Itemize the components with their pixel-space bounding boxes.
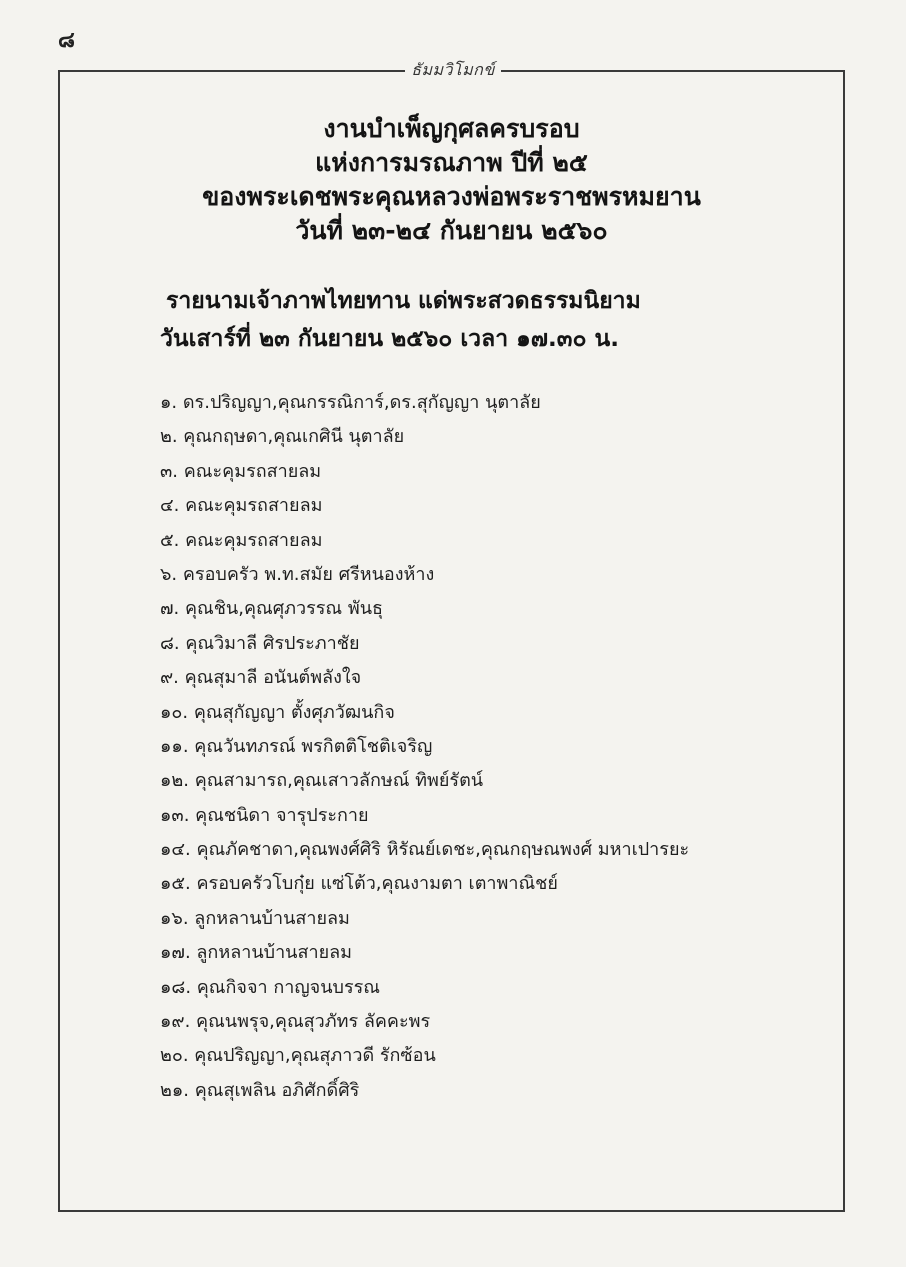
- list-item: ๒๐. คุณปริญญา,คุณสุภาวดี รักซ้อน: [160, 1045, 436, 1067]
- title-line-2: แห่งการมรณภาพ ปีที่ ๒๕: [315, 148, 588, 177]
- host-list: [160, 386, 689, 1108]
- list-item: ๕. คณะคุมรถสายลม: [160, 529, 323, 551]
- subtitle-block: [160, 282, 641, 358]
- list-item: ๑๐. คุณสุกัญญา ตั้งศุภวัฒนกิจ: [160, 701, 395, 723]
- list-item: ๑๒. คุณสามารถ,คุณเสาวลักษณ์ ทิพย์รัตน์: [160, 770, 484, 792]
- subtitle-line-1: รายนามเจ้าภาพไทยทาน แด่พระสวดธรรมนิยาม: [166, 288, 641, 314]
- list-item: ๑๕. ครอบครัวโบกุ๋ย แซ่โต้ว,คุณงามตา เตาพาณิชย์: [160, 873, 558, 895]
- list-item: ๔. คณะคุมรถสายลม: [160, 495, 323, 517]
- list-item: ๑๔. คุณภัคชาดา,คุณพงศ์ศิริ หิรัณย์เดชะ,คุณกฤษณพงศ์ มหาเปารยะ: [160, 839, 690, 861]
- list-item: ๓. คณะคุมรถสายลม: [160, 460, 322, 482]
- title-line-3: ของพระเดชพระคุณหลวงพ่อพระราชพรหมยาน: [202, 182, 701, 211]
- title-line-1: งานบำเพ็ญกุศลครบรอบ: [323, 114, 580, 143]
- list-item: ๒๑. คุณสุเพลิน อภิศักดิ์ศิริ: [160, 1079, 360, 1101]
- list-item: ๙. คุณสุมาลี อนันต์พลังใจ: [160, 667, 362, 689]
- title-line-4: วันที่ ๒๓-๒๔ กันยายน ๒๕๖๐: [295, 216, 608, 245]
- list-item: ๒. คุณกฤษดา,คุณเกศินี นุตาลัย: [160, 426, 405, 448]
- subtitle-line-2: วันเสาร์ที่ ๒๓ กันยายน ๒๕๖๐ เวลา ๑๗.๓๐ น.: [160, 326, 619, 352]
- list-item: ๑๘. คุณกิจจา กาญจนบรรณ: [160, 976, 380, 998]
- title-block: [58, 112, 845, 248]
- list-item: ๘. คุณวิมาลี ศิรประภาชัย: [160, 632, 360, 654]
- list-item: ๑. ดร.ปริญญา,คุณกรรณิการ์,ดร.สุกัญญา นุตาลัย: [160, 392, 541, 413]
- running-head: [0, 58, 906, 83]
- list-item: ๑๖. ลูกหลานบ้านสายลม: [160, 907, 350, 929]
- list-item: ๖. ครอบครัว พ.ท.สมัย ศรีหนองห้าง: [160, 563, 435, 585]
- page-number: ๘: [58, 28, 75, 53]
- list-item: ๑๗. ลูกหลานบ้านสายลม: [160, 942, 353, 964]
- list-item: ๑๓. คุณชนิดา จารุประกาย: [160, 804, 369, 826]
- list-item: ๑๑. คุณวันทภรณ์ พรกิตติโชติเจริญ: [160, 735, 433, 757]
- list-item: ๗. คุณชิน,คุณศุภวรรณ พันธุ: [160, 598, 384, 620]
- list-item: ๑๙. คุณนพรุจ,คุณสุวภัทร ลัคคะพร: [160, 1011, 431, 1033]
- running-head-text: ธัมมวิโมกข์: [405, 60, 501, 79]
